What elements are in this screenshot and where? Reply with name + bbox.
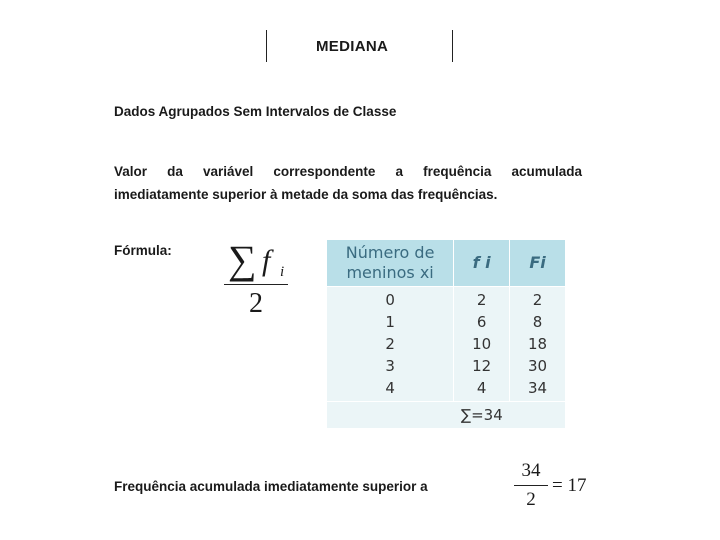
- header-fi: f i: [454, 240, 510, 287]
- definition-text: Valor da variável correspondente a frequência acumulada imediatamente superior à metade da soma das frequências.: [114, 164, 582, 202]
- fraction-bar: [224, 284, 288, 285]
- result-numerator: 34: [521, 460, 541, 481]
- frequency-table: [326, 239, 566, 429]
- divider-left: [266, 30, 267, 62]
- column-Fi-values: [510, 287, 566, 402]
- result-equals: = 17: [552, 475, 587, 496]
- header-xi: Número de meninos xi: [327, 240, 454, 287]
- formula-label: Fórmula:: [114, 243, 172, 258]
- formula-denominator: 2: [249, 288, 263, 319]
- result-fraction: [514, 460, 548, 511]
- table-row: [327, 287, 566, 402]
- table-sum-row: [327, 402, 566, 429]
- table-header-row: [327, 240, 566, 287]
- formula-i: i: [280, 264, 285, 280]
- xi-values: 0 1 2 3 4: [385, 291, 395, 397]
- median-formula: [224, 238, 288, 321]
- sum-value: ∑=34: [461, 406, 503, 424]
- result-fraction-bar: [514, 485, 548, 486]
- Fi-values: 2 8 18 30 34: [528, 291, 548, 397]
- section-subtitle: Dados Agrupados Sem Intervalos de Classe: [114, 104, 397, 119]
- column-xi-values: [327, 287, 454, 402]
- result-denominator: 2: [526, 489, 536, 510]
- header-Fi: Fi: [510, 240, 566, 287]
- column-fi-values: [454, 287, 510, 402]
- sum-cell: [327, 402, 566, 429]
- divider-right: [452, 30, 453, 62]
- fi-values: 2 6 10 12 4: [472, 291, 492, 397]
- result-label: Frequência acumulada imediatamente superior a: [114, 479, 428, 494]
- formula-f: f: [262, 244, 271, 277]
- page-title: MEDIANA: [316, 38, 389, 55]
- sigma-symbol: ∑: [228, 237, 257, 282]
